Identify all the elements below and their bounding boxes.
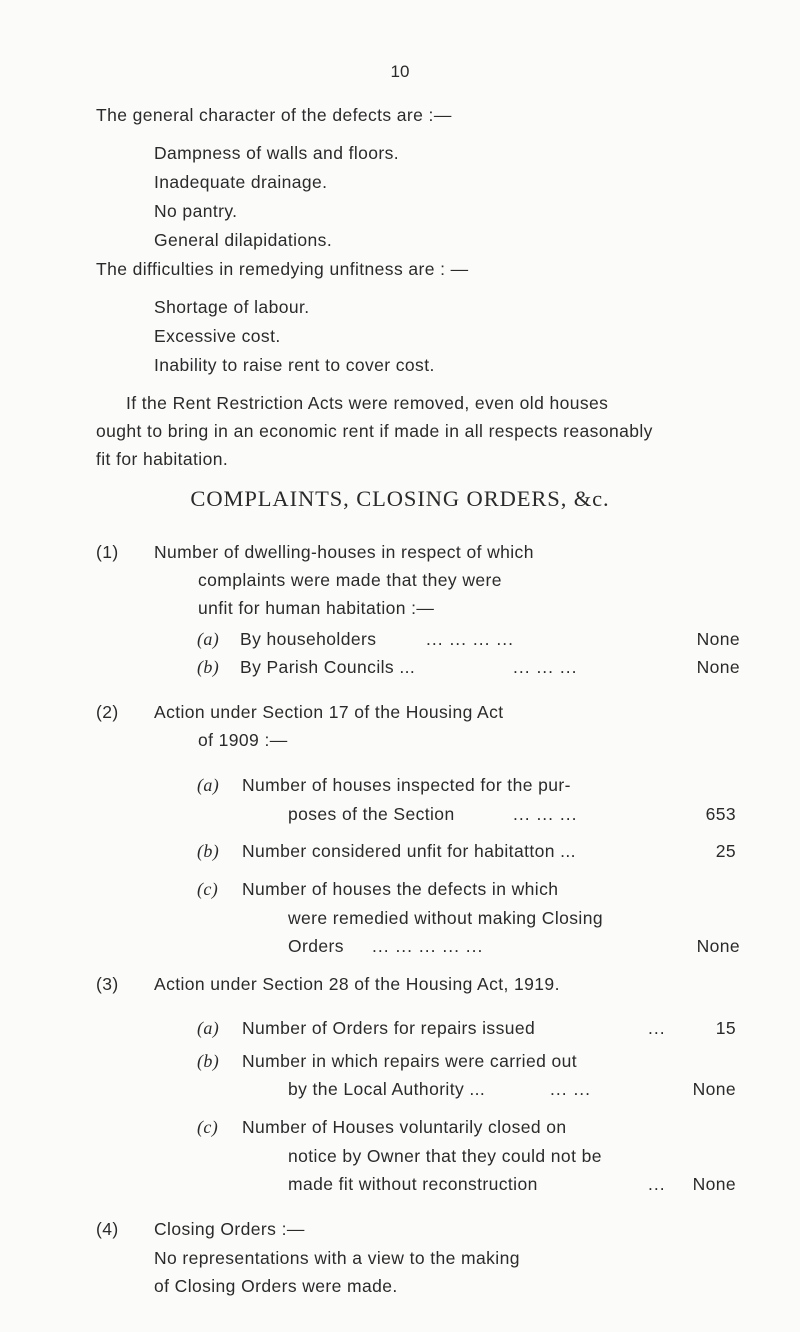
item-number: (1) [96,542,119,562]
subitem-label: (b) [197,1051,220,1071]
subitem-text: Number of Houses voluntarily closed on [242,1117,567,1137]
defect-item: Inadequate drainage. [154,172,328,192]
subitem-value: None [692,1079,736,1099]
difficulty-item: Shortage of labour. [154,297,310,317]
subitem-text: Orders [288,936,344,956]
item-title-line: Action under Section 28 of the Housing Act, 1919. [154,974,560,994]
subitem-label: (a) [197,629,220,649]
subitem-value: None [696,629,740,649]
subitem-text: By Parish Councils ... [240,657,416,677]
item-title-line: Closing Orders :— [154,1219,305,1239]
leader-dots: ... ... ... ... ... [372,936,484,956]
subitem-value: None [696,936,740,956]
defect-item: Dampness of walls and floors. [154,143,400,163]
defects-heading: The general character of the defects are :— [96,105,452,125]
subitem-value: 653 [705,804,736,824]
subitem-text: Number considered unfit for habitatton ... [242,841,576,861]
subitem-label: (c) [197,879,219,899]
paragraph-line: fit for habitation. [96,449,229,469]
item-title-line: complaints were made that they were [198,570,502,590]
subitem-value: None [692,1174,736,1194]
subitem-label: (a) [197,775,220,795]
item-number: (2) [96,702,119,722]
paragraph-line: If the Rent Restriction Acts were removed, even old houses [126,393,609,413]
subitem-value: None [696,657,740,677]
leader-dots: ... ... ... ... [426,629,514,649]
subitem-text: poses of the Section [288,804,455,824]
subitem-text: notice by Owner that they could not be [288,1146,602,1166]
difficulty-item: Excessive cost. [154,326,281,346]
closing-text-line: of Closing Orders were made. [154,1276,398,1296]
closing-text-line: No representations with a view to the making [154,1248,520,1268]
item-title-line: Action under Section 17 of the Housing Act [154,702,504,722]
item-number: (4) [96,1219,119,1239]
subitem-label: (b) [197,657,220,677]
subitem-label: (b) [197,841,220,861]
subitem-value: 15 [715,1018,736,1038]
leader-dots: ... [648,1018,666,1038]
difficulty-item: Inability to raise rent to cover cost. [154,355,435,375]
subitem-text: Number in which repairs were carried out [242,1051,578,1071]
subitem-text: were remedied without making Closing [288,908,603,928]
leader-dots: ... ... [550,1079,592,1099]
page-number: 10 [390,62,410,81]
subitem-text: By householders [240,629,377,649]
subitem-label: (c) [197,1117,219,1137]
subitem-value: 25 [715,841,736,861]
item-title-line: of 1909 :— [198,730,288,750]
subitem-text: Number of Orders for repairs issued [242,1018,536,1038]
leader-dots: ... ... ... [513,657,578,677]
item-number: (3) [96,974,119,994]
item-title-line: unfit for human habitation :— [198,598,435,618]
paragraph-line: ought to bring in an economic rent if made in all respects reasonably [96,421,653,441]
subitem-label: (a) [197,1018,220,1038]
subitem-text: Number of houses inspected for the pur- [242,775,571,795]
subitem-text: made fit without reconstruction [288,1174,538,1194]
subitem-text: Number of houses the defects in which [242,879,559,899]
subitem-text: by the Local Authority ... [288,1079,486,1099]
leader-dots: ... [648,1174,666,1194]
section-heading: COMPLAINTS, CLOSING ORDERS, &c. [190,486,610,511]
difficulties-heading: The difficulties in remedying unfitness are : — [96,259,469,279]
leader-dots: ... ... ... [513,804,578,824]
defect-item: General dilapidations. [154,230,333,250]
item-title-line: Number of dwelling-houses in respect of which [154,542,534,562]
defect-item: No pantry. [154,201,238,221]
